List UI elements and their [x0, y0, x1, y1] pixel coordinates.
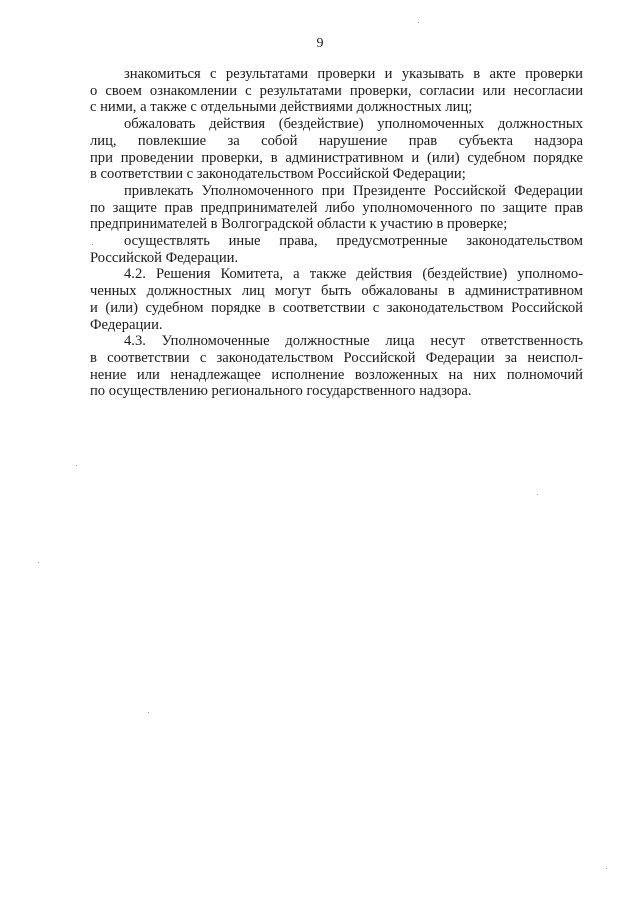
scan-speck — [92, 244, 93, 245]
scan-speck — [38, 562, 39, 563]
text-line: привлекать Уполномоченного при Президенте Российской Федерации — [124, 182, 583, 199]
text-line: по осуществлению регионального государственного надзора. — [90, 383, 472, 400]
scan-speck — [148, 712, 149, 713]
body-text — [90, 66, 583, 400]
scan-speck — [606, 868, 607, 869]
scan-speck — [76, 465, 77, 466]
text-line: обжаловать действия (бездействие) уполномоченных должностных — [124, 116, 583, 133]
text-line: Российской Федерации. — [90, 249, 239, 266]
text-line: по защите прав предпринимателей либо уполномоченного по защите прав — [90, 199, 583, 216]
text-line: о своем ознакомлении с результатами проверки, согласии или несогласии — [90, 82, 583, 99]
text-line: нение или ненадлежащее исполнение возложенных на них полномочий — [90, 366, 583, 383]
text-line: и (или) судебном порядке в соответствии с законодательством Российской — [90, 299, 583, 316]
text-line: Федерации. — [90, 316, 163, 333]
text-line: в соответствии с законодательством Российской Федерации; — [90, 166, 466, 183]
text-line: 4.2. Решения Комитета, а также действия (бездействие) уполномо- — [124, 266, 583, 283]
text-line: 4.3. Уполномоченные должностные лица несут ответственность — [124, 333, 583, 350]
text-line: предпринимателей в Волгоградской области к участию в проверке; — [90, 216, 508, 233]
scan-speck — [537, 494, 538, 495]
text-line: знакомиться с результатами проверки и указывать в акте проверки — [124, 66, 583, 82]
text-line: лиц, повлекшие за собой нарушение прав субъекта надзора — [90, 132, 583, 149]
text-line: при проведении проверки, в административном и (или) судебном порядке — [90, 149, 583, 166]
text-line: в соответствии с законодательством Российской Федерации за неиспол- — [90, 349, 583, 366]
scan-speck — [418, 22, 419, 23]
page-number: 9 — [316, 36, 324, 51]
text-line: ченных должностных лиц могут быть обжалованы в административном — [90, 283, 583, 300]
text-line: с ними, а также с отдельными действиями должностных лиц; — [90, 99, 473, 116]
text-line: осуществлять иные права, предусмотренные законодательством — [124, 233, 583, 250]
